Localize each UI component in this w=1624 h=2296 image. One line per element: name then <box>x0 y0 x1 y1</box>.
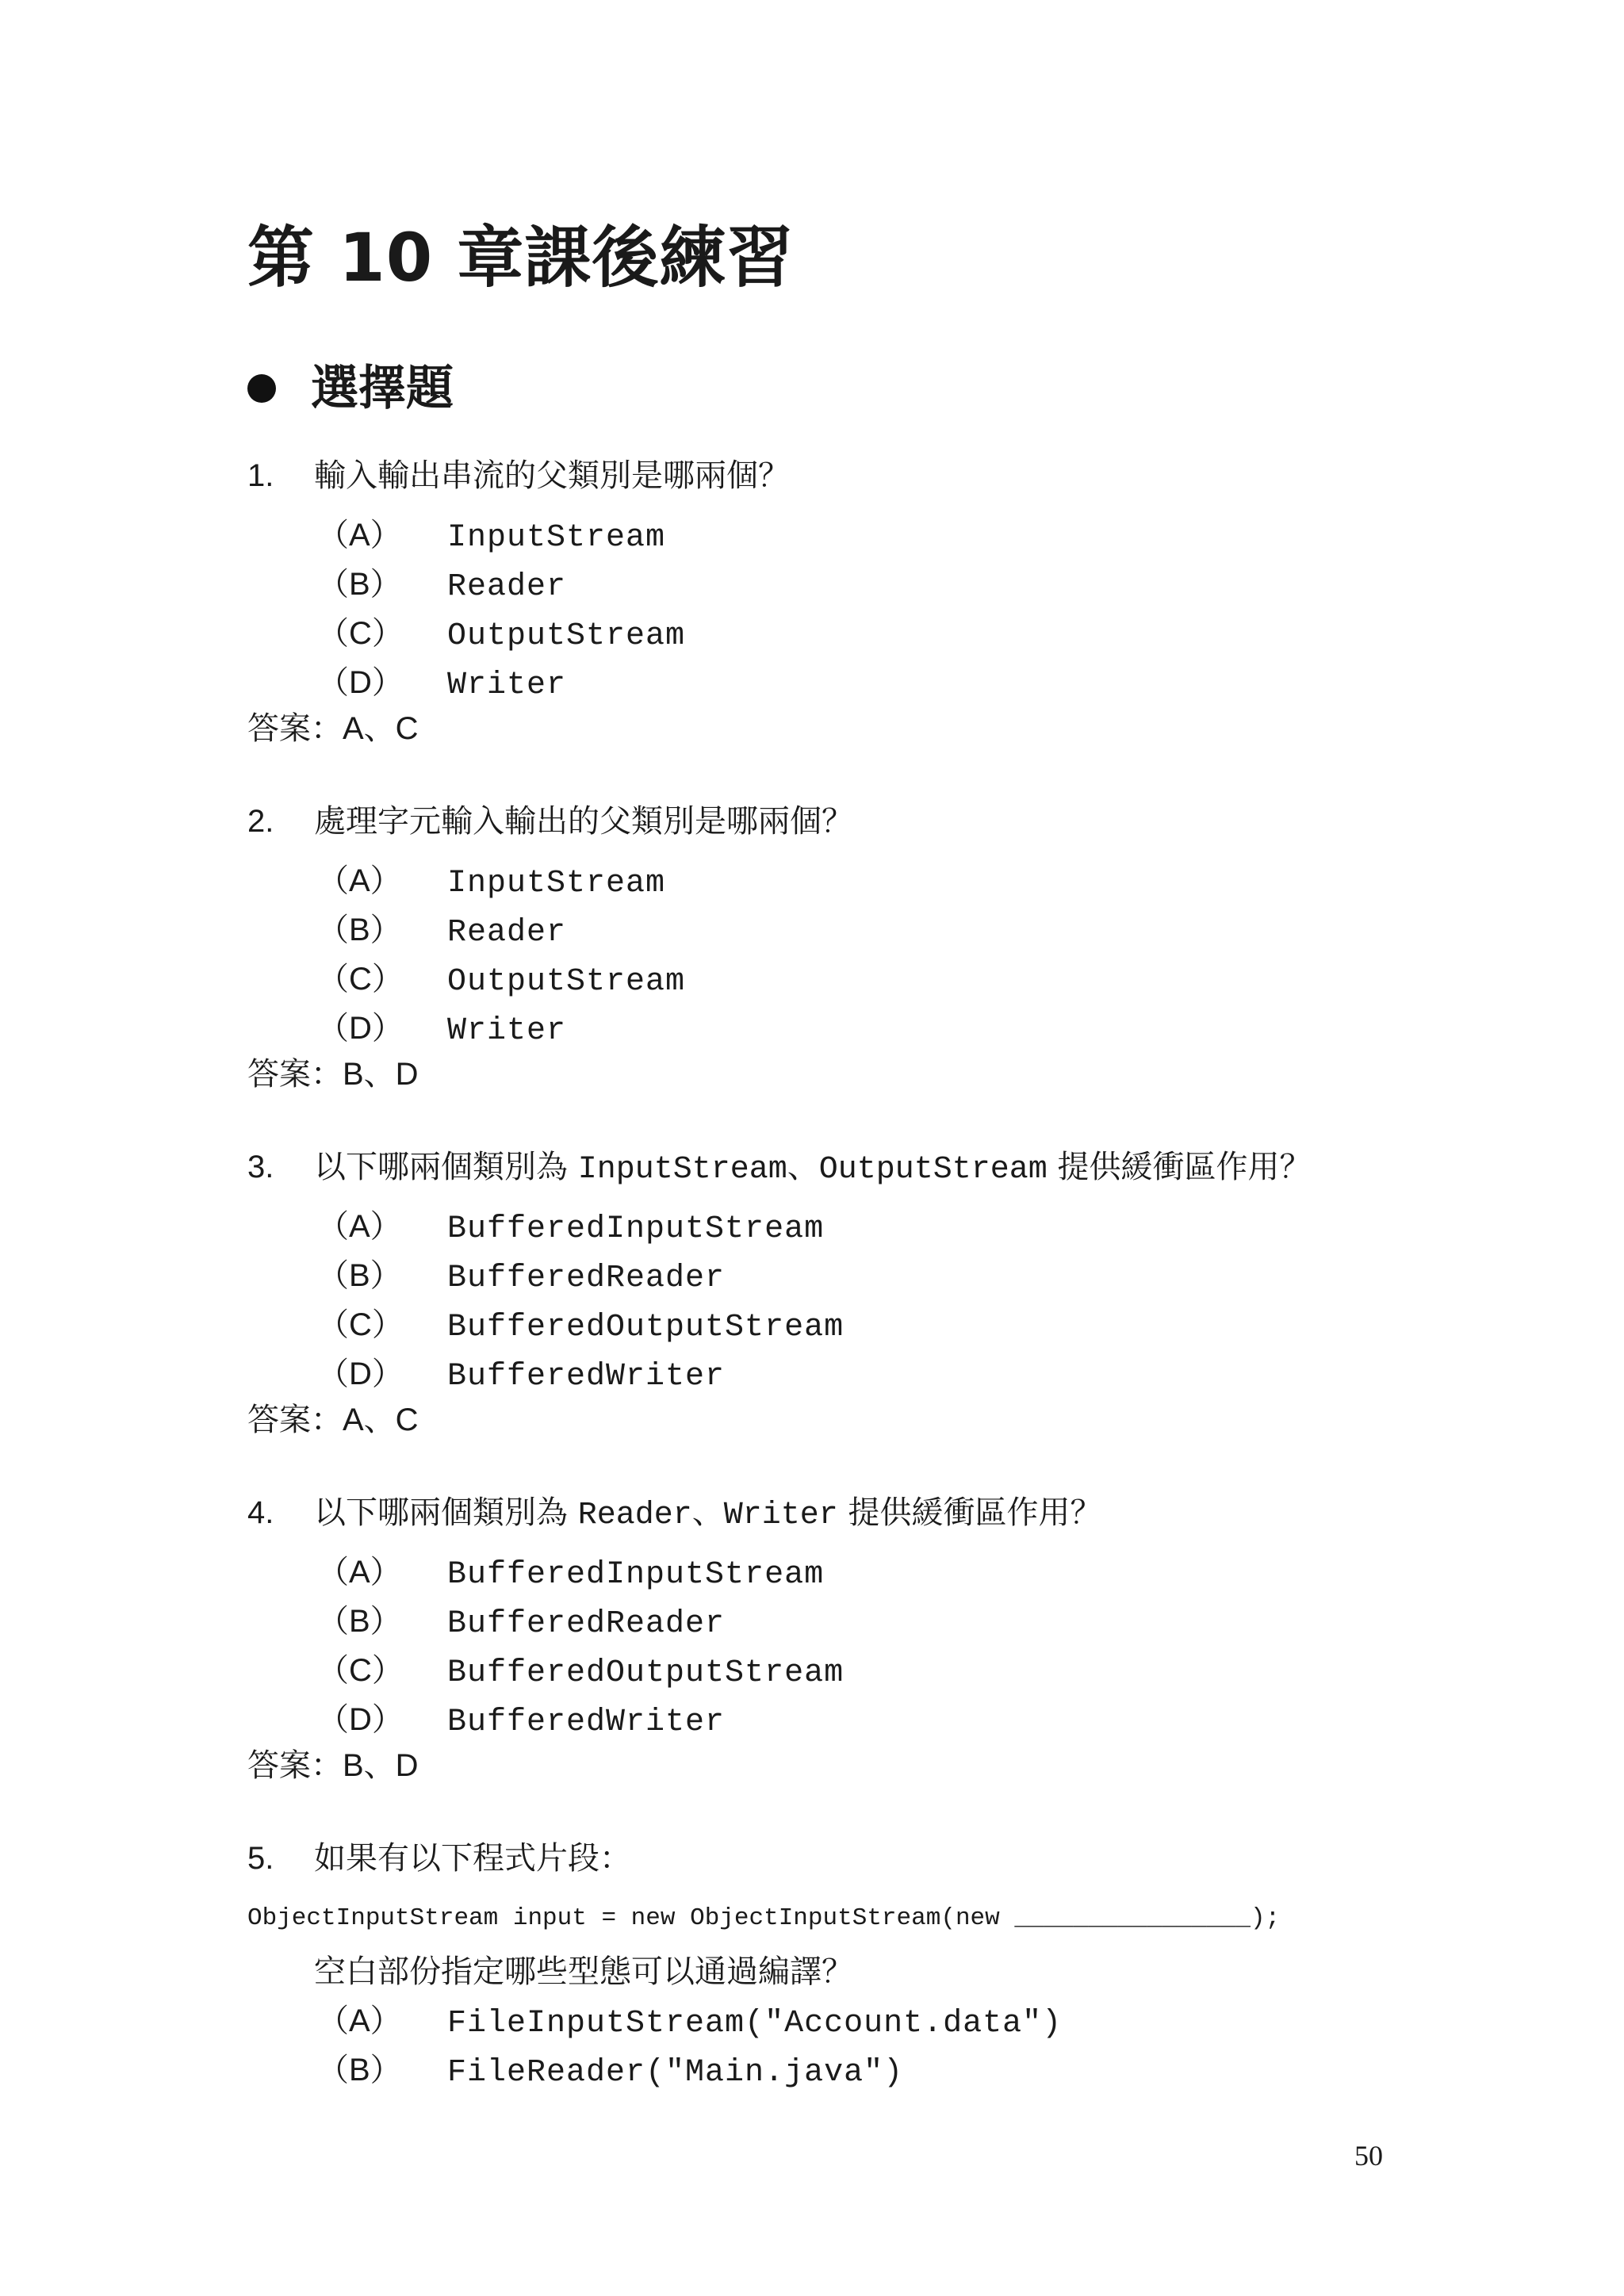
section-heading <box>247 361 454 416</box>
answer-3 <box>247 1395 419 1440</box>
option-letter: （B） <box>317 913 402 947</box>
answer-label: 答案： <box>247 710 343 747</box>
option-letter: （A） <box>317 863 402 898</box>
option-letter: （D） <box>317 665 404 700</box>
option-text: OutputStream <box>447 964 686 1000</box>
option-a <box>317 1996 1062 2042</box>
option-d <box>317 1003 566 1049</box>
option-letter: （D） <box>317 1702 404 1737</box>
option-text: FileInputStream("Account.data") <box>447 2006 1063 2042</box>
option-text: OutputStream <box>447 618 686 654</box>
question-1 <box>247 457 790 494</box>
option-d <box>317 657 566 703</box>
option-b <box>317 2045 903 2091</box>
option-text: Writer <box>447 1013 567 1049</box>
option-a <box>317 1201 824 1247</box>
page-number: 50 <box>1354 2140 1383 2172</box>
option-text: BufferedReader <box>447 1261 726 1296</box>
option-text: BufferedOutputStream <box>447 1655 845 1691</box>
option-d <box>317 1349 725 1395</box>
question-text: 以下哪兩個類別為 Reader、Writer 提供緩衝區作用？ <box>314 1494 1102 1533</box>
bullet-icon <box>247 374 276 403</box>
question-number: 5. <box>247 1841 274 1876</box>
option-letter: （B） <box>317 2053 402 2087</box>
question-3 <box>247 1151 1312 1186</box>
option-a <box>317 510 665 556</box>
option-letter: （C） <box>317 962 404 997</box>
chapter-title: 第 10 章課後練習 <box>247 219 795 297</box>
option-letter: （A） <box>317 518 402 553</box>
option-letter: （C） <box>317 1653 404 1688</box>
question-text: 處理字元輸入輸出的父類別是哪兩個？ <box>314 803 853 840</box>
option-text: BufferedWriter <box>447 1705 726 1740</box>
option-letter: （B） <box>317 1604 402 1639</box>
option-c <box>317 608 685 654</box>
option-text: BufferedOutputStream <box>447 1310 845 1345</box>
question-5 <box>247 1840 631 1877</box>
option-a <box>317 1547 824 1593</box>
option-text: InputStream <box>447 520 666 556</box>
code-snippet: ObjectInputStream input = new ObjectInputStream(new ________________); <box>247 1904 1281 1932</box>
question-number: 3. <box>247 1150 274 1184</box>
answer-label: 答案： <box>247 1402 343 1438</box>
option-b <box>317 1250 725 1296</box>
option-a <box>317 855 665 901</box>
question-text: 以下哪兩個類別為 InputStream、OutputStream 提供緩衝區作用？ <box>314 1149 1312 1188</box>
answer-1 <box>247 703 419 748</box>
question-number: 1. <box>247 458 274 493</box>
answer-value: B、D <box>343 1748 419 1783</box>
question-2 <box>247 803 853 840</box>
option-letter: （C） <box>317 616 404 651</box>
question-number: 2. <box>247 804 274 839</box>
option-c <box>317 1645 844 1691</box>
option-text: Reader <box>447 569 567 605</box>
option-text: BufferedInputStream <box>447 1211 825 1247</box>
option-d <box>317 1694 725 1740</box>
question-4 <box>247 1494 1102 1533</box>
option-text: InputStream <box>447 866 666 901</box>
option-text: BufferedReader <box>447 1606 726 1642</box>
answer-label: 答案： <box>247 1056 343 1093</box>
answer-2 <box>247 1049 419 1094</box>
question-text: 如果有以下程式片段： <box>314 1840 631 1877</box>
option-letter: （B） <box>317 567 402 602</box>
option-text: BufferedInputStream <box>447 1557 825 1593</box>
option-letter: （A） <box>317 1209 402 1244</box>
answer-label: 答案： <box>247 1747 343 1784</box>
option-letter: （D） <box>317 1011 404 1046</box>
option-letter: （B） <box>317 1258 402 1293</box>
option-letter: （C） <box>317 1307 404 1342</box>
option-text: BufferedWriter <box>447 1359 726 1395</box>
question-number: 4. <box>247 1495 274 1530</box>
option-b <box>317 559 566 605</box>
question-text: 輸入輸出串流的父類別是哪兩個？ <box>314 457 790 494</box>
option-letter: （A） <box>317 1555 402 1590</box>
option-b <box>317 905 566 951</box>
section-heading-text: 選擇題 <box>311 361 454 416</box>
answer-value: A、C <box>343 1402 419 1437</box>
option-b <box>317 1596 725 1642</box>
option-letter: （A） <box>317 2003 402 2038</box>
answer-value: B、D <box>343 1057 419 1092</box>
option-text: FileReader("Main.java") <box>447 2055 904 2091</box>
option-c <box>317 1299 844 1345</box>
option-letter: （D） <box>317 1357 404 1391</box>
question-subtext: 空白部份指定哪些型態可以通過編譯？ <box>314 1954 853 1990</box>
answer-4 <box>247 1740 419 1785</box>
option-c <box>317 954 685 1000</box>
option-text: Writer <box>447 668 567 703</box>
option-text: Reader <box>447 915 567 951</box>
answer-value: A、C <box>343 711 419 746</box>
